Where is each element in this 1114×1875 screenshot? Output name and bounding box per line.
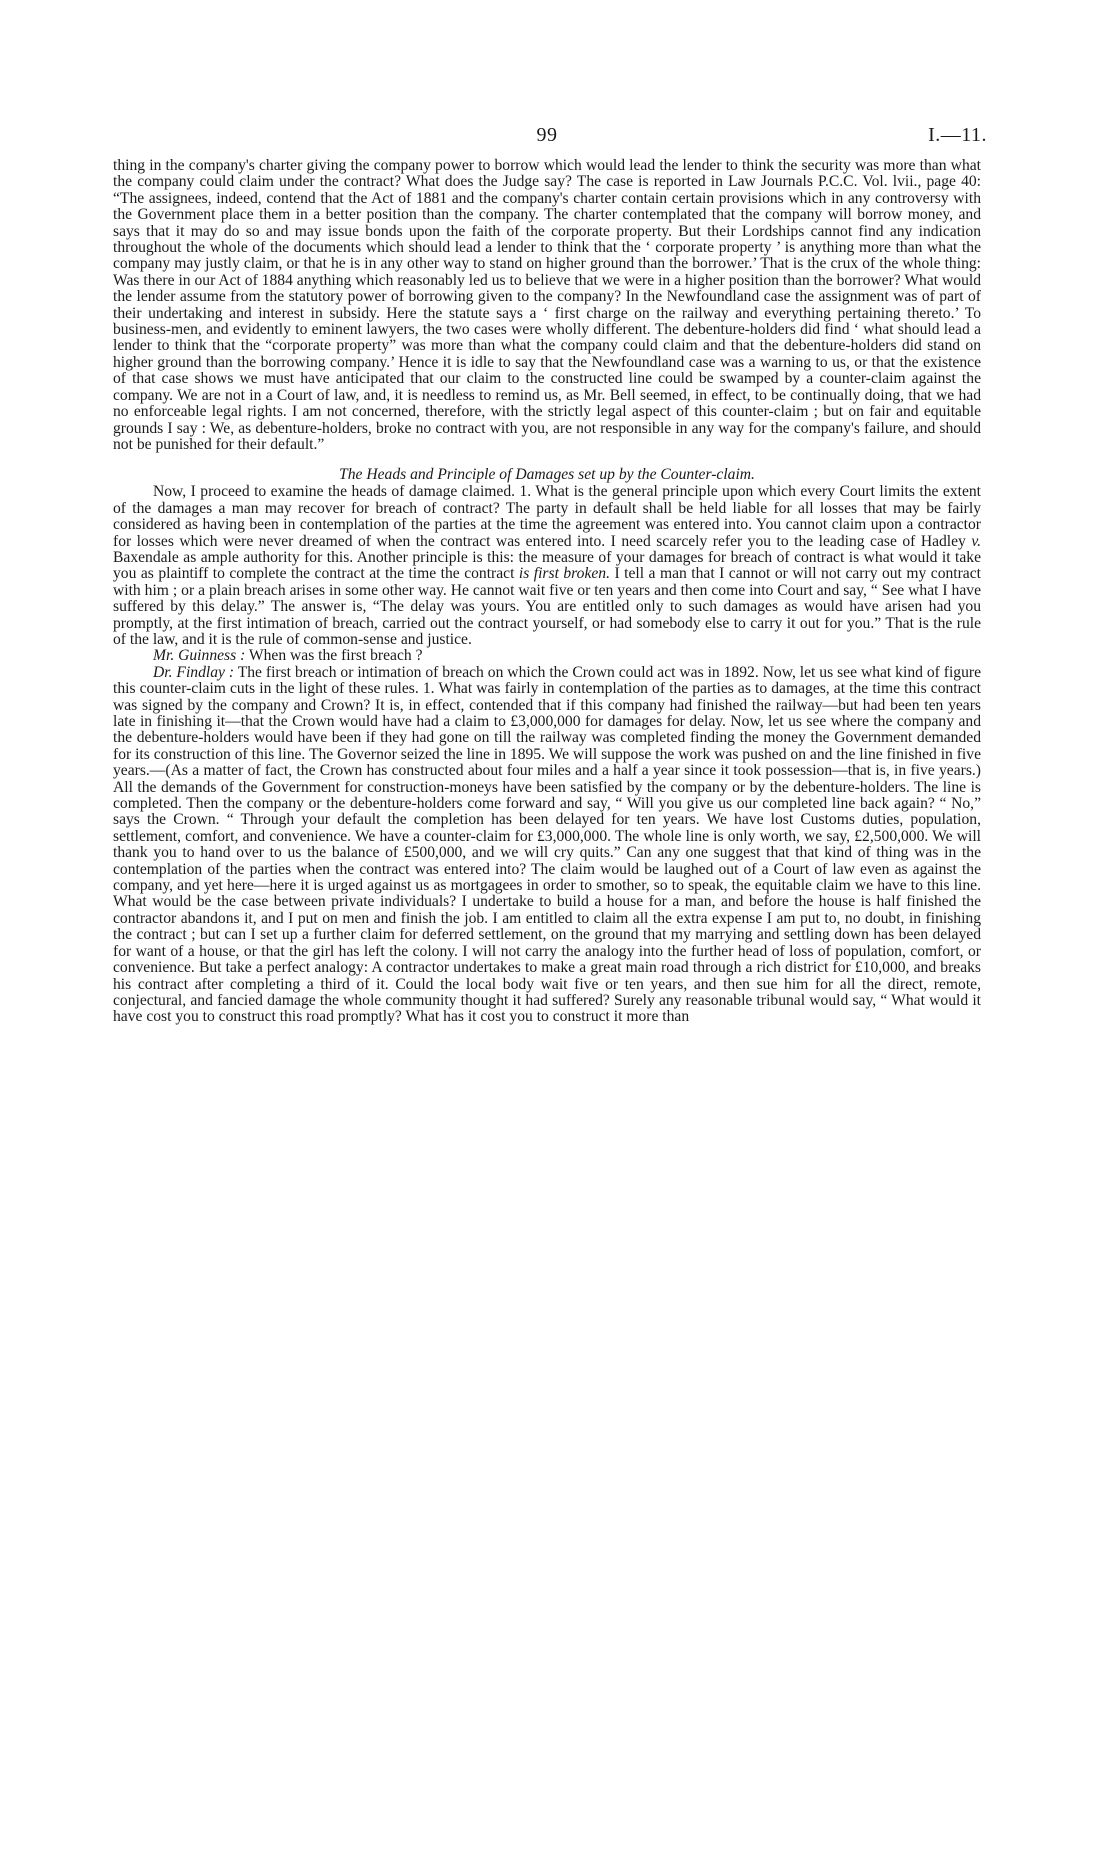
paragraph-damages-text-3: I tell a man that I cannot or will not carry out my contract with him ; or a plain breach arises in some other way. He cannot wait five or ten years and then come into Court and say, “ See what I have suffered by this delay.” The answer is, “The delay was yours. You are entitled only to such damages as would have arisen had you promptly, at the first intimation of breach, carried out the contract yourself, or had somebody else to carry it out for you.” That is the rule of the law, and it is the rule of common-sense and justice. <box>113 565 981 648</box>
speaker-guinness: Mr. Guinness : <box>153 647 246 665</box>
paragraph-damages <box>113 484 981 648</box>
italic-first-broken: is first broken. <box>518 565 611 583</box>
exchange-question <box>113 648 981 664</box>
paragraph-damages-text-1: Now, I proceed to examine the heads of damage claimed. 1. What is the general principle upon which every Court limits the extent of the damages a man may recover for breach of contract? The party in default shall be held liable for all losses that may be fairly considered as having been in contemplation of the parties at the time the agreement was entered into. You cannot claim upon a contractor for losses which were never dreamed of when the contract was entered into. I need scarcely refer you to the leading case of Hadley <box>113 483 981 550</box>
paragraph-damages-text-2: Baxendale as ample authority for this. Another principle is this: the measure of your damages for breach of contract is what would it take you as plaintiff to complete the contract at the time the contract <box>113 548 981 583</box>
exchange-answer <box>113 665 981 1026</box>
document-page <box>113 124 987 1026</box>
page-header <box>113 124 987 158</box>
document-reference: I.—11. <box>928 124 987 146</box>
question-text: When was the first breach ? <box>245 647 423 665</box>
answer-text: The first breach or intimation of breach on which the Crown could act was in 1892. Now, let us see what kind of figure this counter-claim cuts in the light of these rules. 1. What was fairly in contemplation of the parties as to damages, at the time this contract was signed by the company and Crown? It is, in effect, contended that if this company had finished the railway—but had been ten years late in finishing it—that the Crown would have had a claim to £3,000,000 for damages for delay. Now, let us see where the company and the debenture-holders would have been if they had gone on till the railway was completed finding the money the Government demanded for its construction of this line. The Governor seized the line in 1895. We will suppose the work was pushed on and the line finished in five years.—(As a matter of fact, the Crown has constructed about four miles and a half a year since it took possession—that is, in five years.) All the demands of the Government for construction-moneys have been satisfied by the company or by the debenture-holders. The line is completed. Then the company or the debenture-holders come forward and say, “ Will you give us our completed line back again? “ No,” says the Crown. “ Through your default the completion has been delayed for ten years. We have lost Customs duties, population, settlement, comfort, and convenience. We have a counter-claim for £3,000,000. The whole line is only worth, we say, £2,500,000. We will thank you to hand over to us the balance of £500,000, and we will cry quits.” Can any one suggest that that kind of thing was in the contemplation of the parties when the contract was entered into? The claim would be laughed out of a Court of law even as against the company, and yet here—here it is urged against us as mortgagees in order to smother, so to speak, the equitable claim we have to this line. What would be the case between private individuals? I undertake to build a house for a man, and before the house is half finished the contractor abandons it, and I put on men and finish the job. I am entitled to claim all the extra expense I am put to, no doubt, in finishing the contract ; but can I set up a further claim for deferred settlement, on the ground that my marrying and settling down has been delayed for want of a house, or that the girl has left the colony. I will not carry the analogy into the further head of loss of population, comfort, or convenience. But take a perfect analogy: A contractor undertakes to make a great main road through a rich district for £10,000, and breaks his contract after completing a third of it. Could the local body wait five or ten years, and then sue him for all the direct, remote, conjectural, and fancied damage the whole community thought it had suffered? Surely any reasonable tribunal would say, “ What would it have cost you to construct this road promptly? What has it cost you to construct it more than <box>113 663 981 1026</box>
paragraph-continuation: thing in the company's charter giving the company power to borrow which would lead the lender to think the security was more than what the company could claim under the contract? What does the Judge say? The case is reported in Law Journals P.C.C. Vol. lvii., page 40: “The assignees, indeed, contend that the Act of 1881 and the company's charter contain certain provisions which in any controversy with the Government place them in a better position than the company. The charter contemplated that the company will borrow money, and says that it may do so and may issue bonds upon the faith of the corporate property. But their Lordships cannot find any indication throughout the whole of the documents which should lead a lender to think that the ‘ corporate property ’ is anything more than what the company may justly claim, or that he is in any other way to stand on higher ground than the borrower.’ That is the crux of the whole thing: Was there in our Act of 1884 anything which reasonably led us to believe that we were in a higher position than the borrower? What would the lender assume from the statutory power of borrowing given to the company? In the Newfoundland case the assignment was of part of their undertaking and interest in subsidy. Here the statute says a ‘ first charge on the railway and everything pertaining thereto.’ To business-men, and evidently to eminent lawyers, the two cases were wholly different. The debenture-holders did find ‘ what should lead a lender to think that the “corporate property” was more than what the company could claim and that the debenture-holders did stand on higher ground than the borrowing company.’ Hence it is idle to say that the Newfoundland case was a warning to us, or that the existence of that case shows we must have anticipated that our claim to the constructed line could be swamped by a counter-claim against the company. We are not in a Court of law, and, it is needless to remind us, as Mr. Bell seemed, in effect, to be continually doing, that we had no enforceable legal rights. I am not concerned, therefore, with the strictly legal aspect of this counter-claim ; but on fair and equitable grounds I say : We, as debenture-holders, broke no contract with you, are not responsible in any way for the company's failure, and should not be punished for their default.” <box>113 157 981 453</box>
speaker-findlay: Dr. Findlay : <box>153 663 235 681</box>
body-text <box>113 158 981 1026</box>
italic-v: v. <box>971 532 981 550</box>
section-heading: The Heads and Principle of Damages set up by the Counter-claim. <box>339 466 755 484</box>
page-number: 99 <box>536 124 558 146</box>
